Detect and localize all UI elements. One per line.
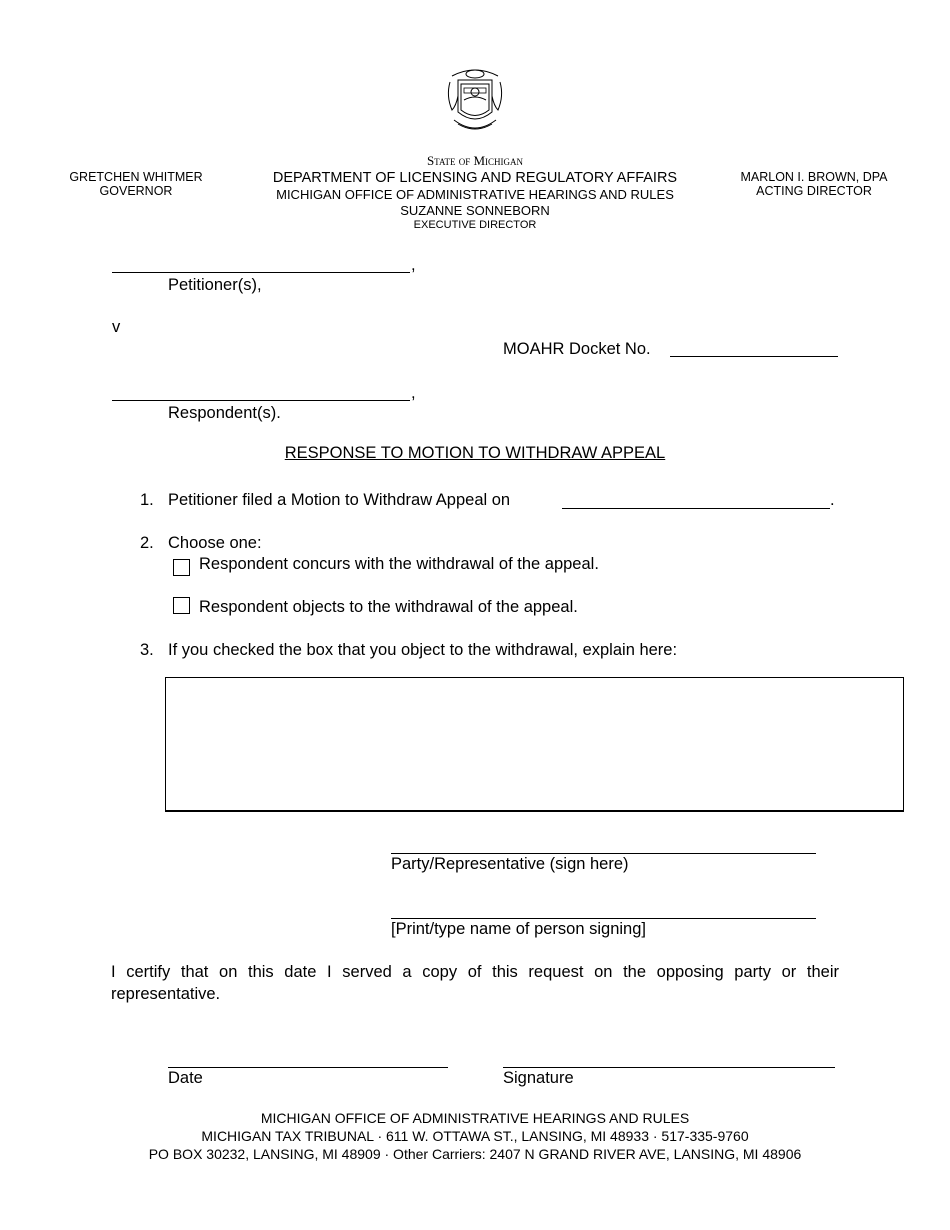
item2-number: 2. [140, 534, 154, 552]
docket-number-line[interactable] [670, 356, 838, 357]
michigan-seal-icon [444, 66, 506, 138]
item3-number: 3. [140, 641, 154, 659]
petitioner-comma: , [411, 256, 416, 274]
item1-period: . [830, 491, 835, 509]
executive-director-name: SUZANNE SONNEBORN [400, 203, 550, 218]
item1-text: Petitioner filed a Motion to Withdraw Appeal on [168, 491, 511, 509]
petitioner-label: Petitioner(s), [168, 276, 262, 294]
concur-option-label: Respondent concurs with the withdrawal of the appeal. [199, 555, 599, 573]
concur-checkbox[interactable] [173, 559, 190, 576]
respondent-name-line[interactable] [112, 400, 410, 401]
petitioner-name-line[interactable] [112, 272, 410, 273]
respondent-label: Respondent(s). [168, 404, 281, 422]
printed-name-label: [Print/type name of person signing] [391, 920, 646, 938]
office-name: MICHIGAN OFFICE OF ADMINISTRATIVE HEARINGS AND RULES [276, 187, 674, 202]
printed-name-line[interactable] [391, 918, 816, 919]
executive-director-title: EXECUTIVE DIRECTOR [413, 219, 537, 231]
department-name: DEPARTMENT OF LICENSING AND REGULATORY AFFAIRS [272, 170, 678, 186]
objection-explanation-field[interactable] [165, 677, 904, 812]
date-line[interactable] [168, 1067, 448, 1068]
director-name: MARLON I. BROWN, DPA [740, 170, 888, 184]
respondent-comma: , [411, 384, 416, 402]
docket-label: MOAHR Docket No. [503, 340, 651, 358]
certification-signature-line[interactable] [503, 1067, 835, 1068]
object-checkbox[interactable] [173, 597, 190, 614]
certification-text: I certify that on this date I served a copy of this request on the opposing party or their representative. [111, 963, 839, 1003]
party-signature-label: Party/Representative (sign here) [391, 855, 629, 873]
item1-number: 1. [140, 491, 154, 509]
footer-mailing-address: PO BOX 30232, LANSING, MI 48909 · Other Carriers: 2407 N GRAND RIVER AVE, LANSING, MI 48906 [148, 1146, 802, 1162]
item3-text: If you checked the box that you object to the withdrawal, explain here: [168, 641, 678, 659]
item2-text: Choose one: [168, 534, 262, 552]
director-title: ACTING DIRECTOR [756, 184, 872, 198]
date-label: Date [168, 1069, 203, 1087]
party-signature-line[interactable] [391, 853, 816, 854]
versus-label: v [112, 318, 121, 336]
governor-name: GRETCHEN WHITMER [69, 170, 203, 184]
object-option-label: Respondent objects to the withdrawal of the appeal. [199, 598, 578, 616]
state-heading: State of Michigan [426, 153, 524, 168]
governor-title: GOVERNOR [99, 184, 173, 198]
footer-office: MICHIGAN OFFICE OF ADMINISTRATIVE HEARINGS AND RULES [260, 1110, 690, 1126]
footer-tribunal-address: MICHIGAN TAX TRIBUNAL · 611 W. OTTAWA ST., LANSING, MI 48933 · 517-335-9760 [201, 1128, 749, 1144]
certification-signature-label: Signature [503, 1069, 574, 1087]
motion-date-line[interactable] [562, 508, 830, 509]
form-title: RESPONSE TO MOTION TO WITHDRAW APPEAL [284, 444, 666, 462]
